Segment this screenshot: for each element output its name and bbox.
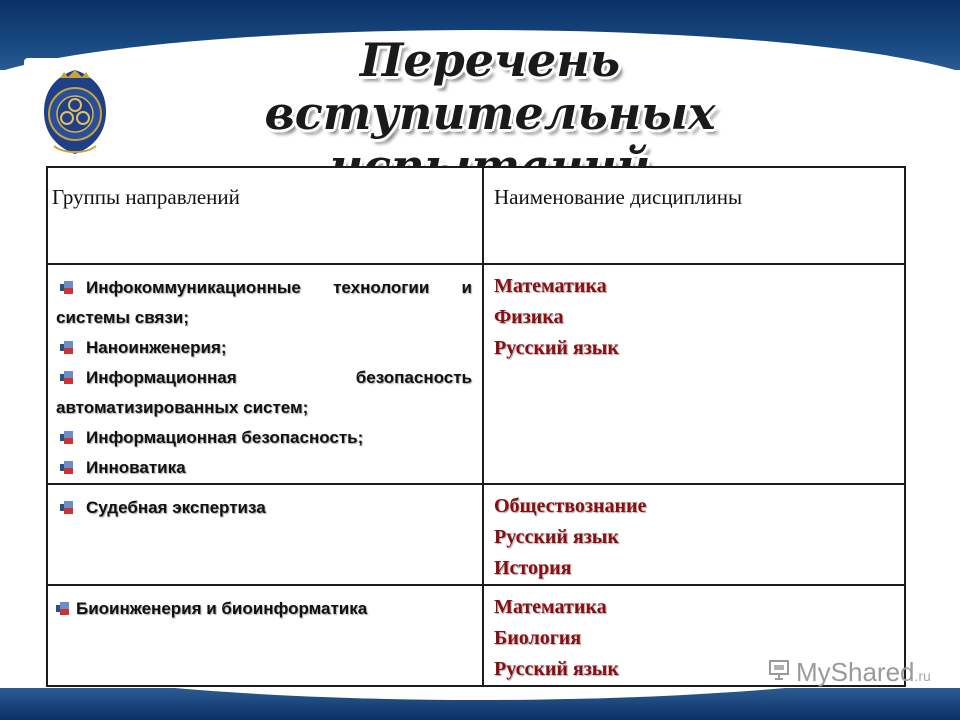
direction-label: Информационная безопасность;: [86, 428, 364, 447]
subject-item: Русский язык: [494, 526, 619, 548]
directions-cell: [47, 484, 483, 585]
list-item: [56, 333, 472, 363]
university-logo: [24, 58, 126, 164]
slide-title-line-1: Перечень вступительных: [264, 33, 716, 140]
subject-item: Русский язык: [494, 658, 619, 680]
direction-label: Биоинженерия и биоинформатика: [76, 599, 368, 618]
bullet-icon: [60, 365, 74, 380]
direction-label: Судебная экспертиза: [86, 498, 266, 517]
university-emblem-icon: [38, 68, 112, 156]
list-item: [56, 493, 472, 523]
watermark-suffix: .ru: [914, 668, 931, 684]
subject-item: Биология: [494, 627, 582, 649]
table-row: [47, 264, 905, 484]
table-row: [47, 484, 905, 585]
directions-list: [48, 265, 482, 483]
bullet-icon: [60, 425, 74, 440]
directions-cell: [47, 585, 483, 686]
directions-cell: [47, 264, 483, 484]
subject-item: Физика: [494, 306, 564, 328]
list-item: [56, 453, 472, 483]
direction-label: Информационная безопасность автоматизированных систем;: [56, 368, 472, 417]
subjects-cell: [483, 264, 905, 484]
bullet-icon: [60, 275, 74, 290]
bullet-icon: [60, 335, 74, 350]
subject-item: История: [494, 557, 572, 579]
subjects-cell: [483, 484, 905, 585]
subject-item: Обществознание: [494, 495, 647, 517]
list-item: [56, 363, 472, 423]
list-item: [56, 594, 472, 624]
direction-label: Инфокоммуникационные технологии и системы связи;: [56, 278, 472, 327]
bullet-icon: [60, 455, 74, 470]
subjects-list: [484, 485, 904, 584]
header-directions-groups: Группы направлений: [47, 167, 483, 264]
directions-list: [48, 485, 482, 523]
header-discipline-name: Наименование дисциплины: [483, 167, 905, 264]
directions-list: [48, 586, 482, 624]
direction-label: Наноинженерия;: [86, 338, 227, 357]
myshared-watermark: [768, 657, 931, 687]
bullet-icon: [56, 596, 70, 611]
watermark-name: MyShared: [796, 657, 915, 687]
presentation-screen-icon: [768, 659, 790, 681]
watermark-label: [796, 657, 931, 688]
subject-item: Русский язык: [494, 337, 619, 359]
list-item: [56, 273, 472, 333]
table-header-row: [47, 167, 905, 264]
subject-item: Математика: [494, 596, 607, 618]
bullet-icon: [60, 495, 74, 510]
subjects-list: [484, 265, 904, 364]
admission-tests-table: [46, 166, 906, 687]
direction-label: Инноватика: [86, 458, 186, 477]
list-item: [56, 423, 472, 453]
subject-item: Математика: [494, 275, 607, 297]
